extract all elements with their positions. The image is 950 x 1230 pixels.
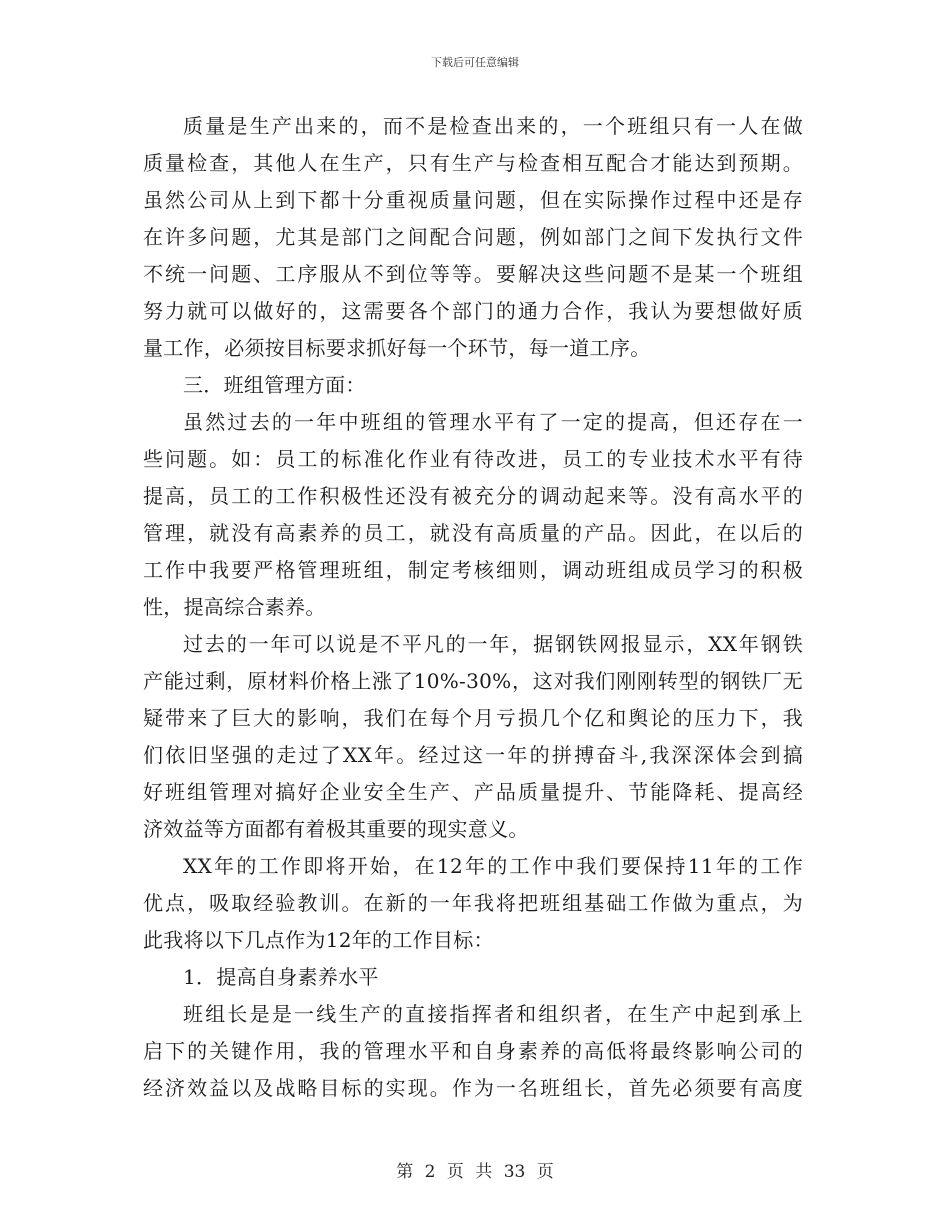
text-line: 不统一问题、工序服从不到位等等。要解决这些问题不是某一个班组: [143, 262, 803, 286]
paragraph: [143, 367, 803, 404]
page-header: 下载后可任意编辑: [431, 56, 519, 69]
text-line: 提高，员工的工作积极性还没有被充分的调动起来等。没有高水平的: [143, 484, 803, 508]
text-line: 质量是生产出来的，而不是检查出来的，一个班组只有一人在做: [183, 114, 803, 138]
text-line: 好班组管理对搞好企业安全生产、产品质量提升、节能降耗、提高经: [143, 780, 803, 804]
text-line: 虽然公司从上到下都十分重视质量问题，但在实际操作过程中还是存: [143, 188, 803, 212]
paragraph: [143, 626, 803, 848]
page-footer: 第 2 页 共 33 页: [396, 1162, 554, 1182]
text-line: 1．提高自身素养水平: [183, 965, 379, 989]
text-line: 优点，吸取经验教训。在新的一年我将把班组基础工作做为重点，为: [143, 891, 803, 915]
paragraph: [143, 848, 803, 959]
text-line: 疑带来了巨大的影响，我们在每个月亏损几个亿和舆论的压力下，我: [143, 706, 803, 730]
text-line: 努力就可以做好的，这需要各个部门的通力合作，我认为要想做好质: [143, 299, 803, 323]
text-line: 质量检查，其他人在生产，只有生产与检查相互配合才能达到预期。: [143, 151, 803, 175]
text-line: 在许多问题，尤其是部门之间配合问题，例如部门之间下发执行文件: [143, 225, 803, 249]
text-line: 虽然过去的一年中班组的管理水平有了一定的提高，但还存在一: [183, 410, 803, 434]
text-line: 产能过剩，原材料价格上涨了10%-30%，这对我们刚刚转型的钢铁厂无: [143, 669, 803, 693]
paragraph: [143, 404, 803, 626]
text-line: 济效益等方面都有着极其重要的现实意义。: [143, 817, 529, 841]
text-line: 管理，就没有高素养的员工，就没有高质量的产品。因此，在以后的: [143, 521, 803, 545]
paragraph: [143, 959, 803, 996]
paragraph: [143, 996, 803, 1107]
text-line: 些问题。如：员工的标准化作业有待改进，员工的专业技术水平有待: [143, 447, 803, 471]
text-line: 此我将以下几点作为12年的工作目标：: [143, 928, 494, 952]
text-line: 经济效益以及战略目标的实现。作为一名班组长，首先必须要有高度: [143, 1076, 803, 1100]
text-line: 工作中我要严格管理班组，制定考核细则，调动班组成员学习的积极: [143, 558, 803, 582]
text-line: 过去的一年可以说是不平凡的一年，据钢铁网报显示，XX年钢铁: [183, 632, 803, 656]
text-line: 三．班组管理方面：: [183, 373, 366, 397]
text-line: 们依旧坚强的走过了XX年。经过这一年的拼搏奋斗,我深深体会到搞: [143, 743, 803, 767]
text-line: 班组长是是一线生产的直接指挥者和组织者，在生产中起到承上: [183, 1002, 803, 1026]
document-body: [143, 108, 803, 1107]
text-line: 性，提高综合素养。: [143, 595, 326, 619]
text-line: 量工作，必须按目标要求抓好每一个环节，每一道工序。: [143, 336, 651, 360]
text-line: XX年的工作即将开始，在12年的工作中我们要保持11年的工作: [183, 854, 803, 878]
text-line: 启下的关键作用，我的管理水平和自身素养的高低将最终影响公司的: [143, 1039, 803, 1063]
paragraph: [143, 108, 803, 367]
